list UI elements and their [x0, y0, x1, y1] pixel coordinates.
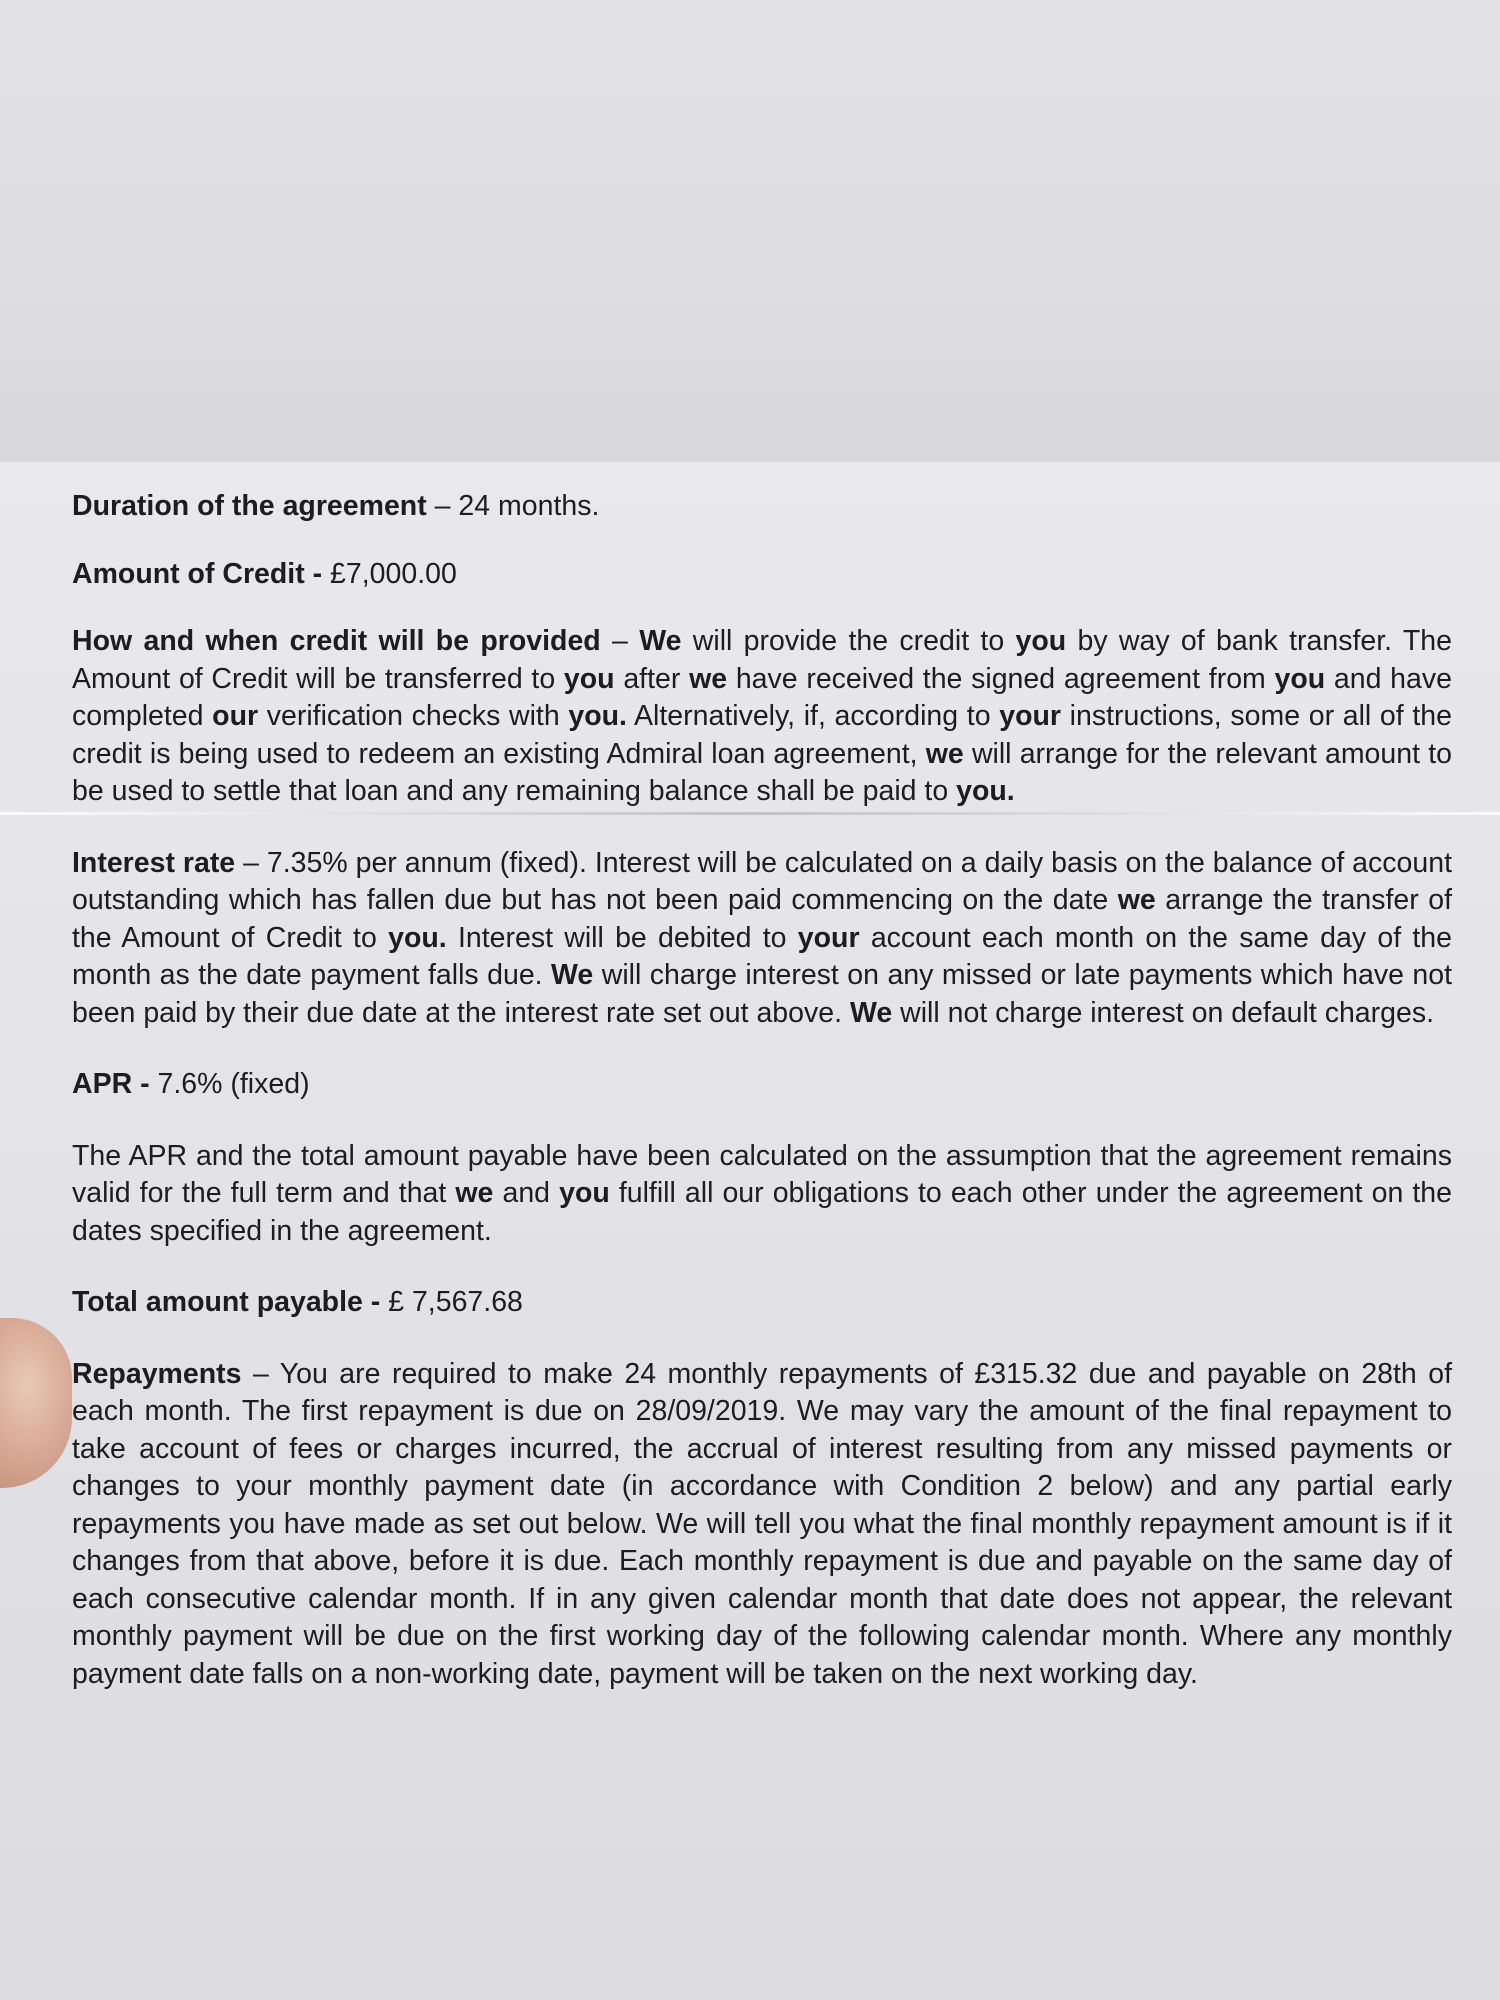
provision-you-3: you [1274, 662, 1326, 695]
interest-text-4: account each month on the same day of the month as the date payment falls due. [72, 921, 1453, 991]
assumption-text-1: The APR and the total amount payable have been calculated on the assumption that the agreement remains valid for the full term and that [72, 1139, 1452, 1209]
provision-separator: – [600, 625, 640, 657]
duration-label: Duration of the agreement [72, 490, 427, 522]
provision-text-9: will arrange for the relevant amount to be used to settle that loan and any remaining balance shall be paid to [72, 737, 1452, 807]
provision-our-1: our [212, 700, 259, 732]
duration-paragraph [72, 488, 1452, 526]
provision-text-6: verification checks with [258, 700, 569, 732]
interest-text-3: Interest will be debited to [446, 921, 798, 954]
interest-we-2: We [551, 959, 594, 991]
assumption-paragraph [72, 1138, 1452, 1251]
assumption-text-2: and [493, 1177, 560, 1209]
total-value: £ 7,567.68 [388, 1286, 523, 1318]
provision-text-8: instructions, some or all of the credit is being used to redeem an existing Admiral loan agreement, [72, 700, 1452, 770]
apr-paragraph [72, 1066, 1452, 1104]
interest-label: Interest rate [72, 846, 236, 879]
provision-paragraph [72, 623, 1452, 811]
total-paragraph [72, 1284, 1452, 1322]
repayments-text: You are required to make 24 monthly repayments of £315.32 due and payable on 28th of each month. The first repayment is due on 28/09/2019. We may vary the amount of the final repayment to take account of fees or charges incurred, the accrual of interest resulting from any missed payments or changes to your monthly payment date (in accordance with Condition 2 below) and any partial early repayments you have made as set out below. We will tell you what the final monthly repayment amount is if it changes from that above, before it is due. Each monthly repayment is due and payable on the same day of each consecutive calendar month. If in any given calendar month that date does not appear, the relevant monthly payment will be due on the first working day of the following calendar month. Where any monthly payment date falls on a non-working date, payment will be taken on the next working day. [72, 1357, 1453, 1690]
provision-we-2: we [689, 662, 728, 695]
interest-you-1: you. [388, 921, 447, 954]
provision-you-2: you [563, 662, 615, 695]
duration-value: 24 months. [458, 490, 600, 522]
provision-you-4: you. [568, 700, 627, 732]
provision-you-1: you [1015, 625, 1067, 657]
assumption-you-1: you [559, 1177, 610, 1209]
repayments-paragraph [72, 1356, 1452, 1694]
provision-text-3: after [614, 662, 690, 695]
provision-your-1: your [999, 700, 1061, 732]
interest-text-1: 7.35% per annum (fixed). Interest will be calculated on a daily basis on the balance of account outstanding which has fallen due but has not been paid commencing on the date [72, 846, 1452, 916]
apr-separator: - [132, 1068, 158, 1100]
duration-separator: – [426, 490, 459, 522]
assumption-text-3: fulfill all our obligations to each other under the agreement on the dates specified in the agreement. [72, 1177, 1452, 1247]
credit-paragraph [72, 556, 1452, 594]
provision-we-1: We [639, 625, 682, 657]
folded-page-top [0, 0, 1500, 470]
provision-text-7: Alternatively, if, according to [626, 700, 1000, 732]
interest-separator: – [235, 846, 267, 879]
credit-value: £7,000.00 [330, 557, 457, 590]
provision-we-3: we [925, 737, 964, 770]
repayments-separator: – [241, 1357, 280, 1390]
interest-we-3: We [849, 996, 893, 1029]
provision-text-4: have received the signed agreement from [727, 662, 1275, 695]
total-label: Total amount payable [72, 1286, 363, 1318]
total-separator: - [362, 1286, 389, 1318]
interest-we-1: we [1117, 884, 1156, 916]
credit-separator: - [304, 557, 331, 590]
provision-text-2: by way of bank transfer. The Amount of Credit will be transferred to [72, 625, 1453, 695]
provision-label: How and when credit will be provided [72, 625, 601, 657]
provision-text-1: will provide the credit to [681, 625, 1016, 657]
interest-paragraph [72, 845, 1452, 1033]
credit-label: Amount of Credit [72, 557, 305, 590]
provision-text-5: and have completed [72, 662, 1452, 732]
repayments-label: Repayments [72, 1357, 242, 1390]
apr-value: 7.6% (fixed) [157, 1068, 310, 1100]
assumption-we-1: we [455, 1177, 494, 1209]
apr-label: APR [72, 1068, 133, 1100]
interest-text-6: will not charge interest on default charges. [892, 996, 1435, 1029]
provision-you-5: you. [956, 775, 1015, 807]
interest-your-1: your [797, 921, 860, 954]
interest-text-2: arrange the transfer of the Amount of Credit to [72, 884, 1452, 954]
loan-agreement-text [72, 488, 1452, 1693]
interest-text-5: will charge interest on any missed or late payments which have not been paid by their due date at the interest rate set out above. [72, 959, 1452, 1029]
